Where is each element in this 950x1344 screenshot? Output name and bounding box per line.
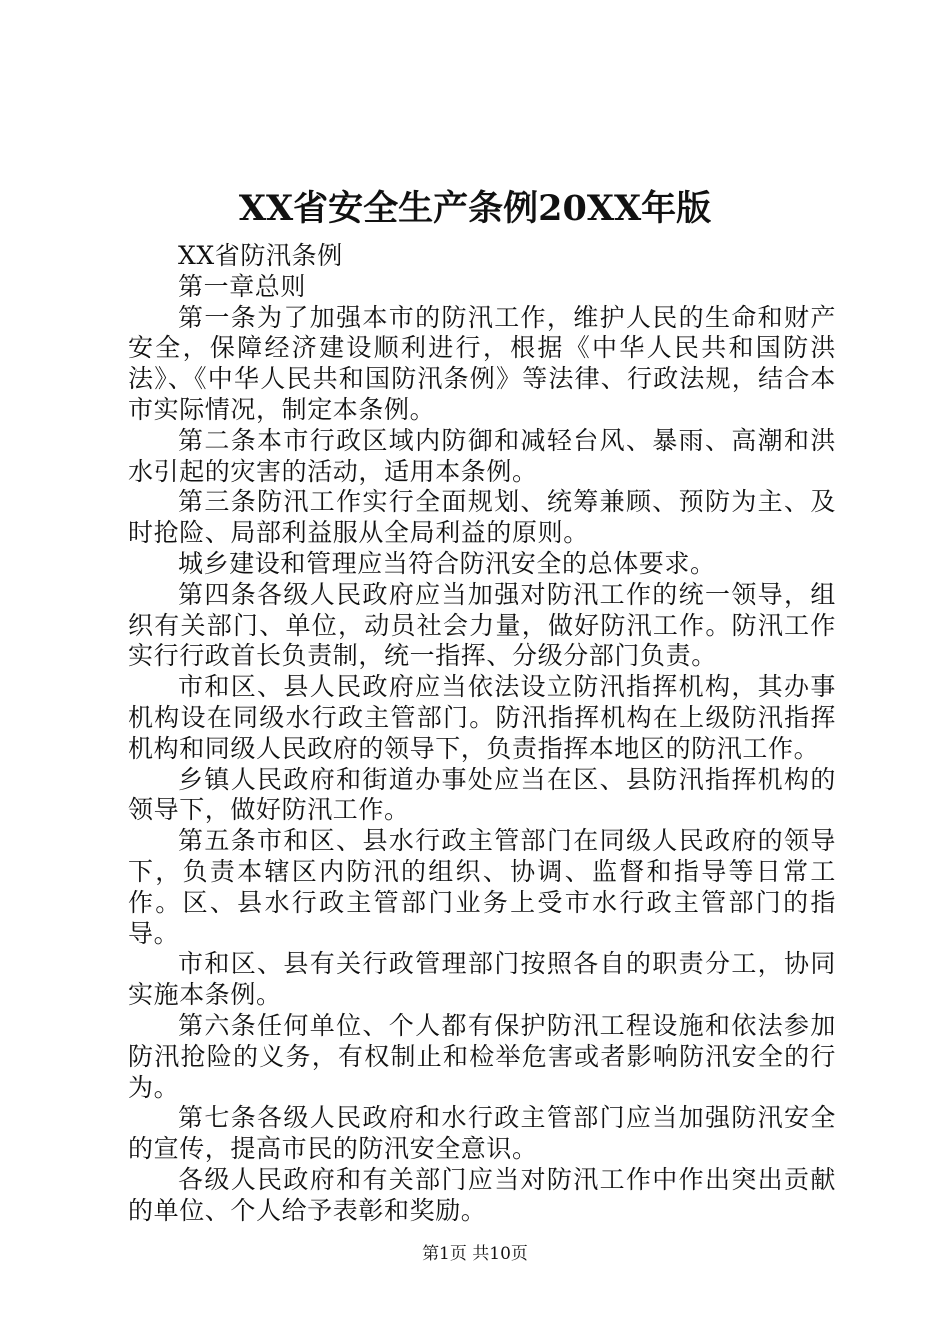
article-paragraph: 城乡建设和管理应当符合防汛安全的总体要求。 — [178, 548, 716, 578]
page-number-footer: 第1页 共10页 — [422, 1244, 528, 1264]
article-paragraph: 乡镇人民政府和街道办事处应当在区、县防汛指挥机构的领导下，做好防汛工作。 — [128, 764, 836, 825]
document-body — [128, 241, 836, 1227]
article-paragraph: 第三条防汛工作实行全面规划、统筹兼顾、预防为主、及时抢险、局部利益服从全局利益的原则。 — [128, 487, 836, 548]
article-paragraph: 各级人民政府和有关部门应当对防汛工作中作出突出贡献的单位、个人给予表彰和奖励。 — [128, 1164, 836, 1225]
article-paragraph: 第二条本市行政区域内防御和减轻台风、暴雨、高潮和洪水引起的灾害的活动，适用本条例。 — [128, 425, 836, 486]
subtitle-regulation-name: XX省防汛条例 — [178, 241, 343, 270]
article-paragraph: 第六条任何单位、个人都有保护防汛工程设施和依法参加防汛抢险的义务，有权制止和检举危害或者影响防汛安全的行为。 — [128, 1010, 836, 1102]
article-paragraph: 市和区、县有关行政管理部门按照各自的职责分工，协同实施本条例。 — [128, 949, 836, 1010]
article-paragraph: 市和区、县人民政府应当依法设立防汛指挥机构，其办事机构设在同级水行政主管部门。防汛指挥机构在上级防汛指挥机构和同级人民政府的领导下，负责指挥本地区的防汛工作。 — [128, 672, 836, 763]
document-title: XX省安全生产条例20XX年版 — [238, 188, 712, 229]
article-paragraph: 第五条市和区、县水行政主管部门在同级人民政府的领导下，负责本辖区内防汛的组织、协调、监督和指导等日常工作。区、县水行政主管部门业务上受市水行政主管部门的指导。 — [128, 826, 836, 948]
chapter-heading: 第一章总则 — [178, 271, 307, 301]
article-paragraph: 第四条各级人民政府应当加强对防汛工作的统一领导，组织有关部门、单位，动员社会力量，做好防汛工作。防汛工作实行行政首长负责制，统一指挥、分级分部门负责。 — [128, 579, 836, 671]
article-paragraph: 第七条各级人民政府和水行政主管部门应当加强防汛安全的宣传，提高市民的防汛安全意识。 — [128, 1103, 836, 1164]
article-paragraph: 第一条为了加强本市的防汛工作，维护人民的生命和财产安全，保障经济建设顺利进行，根据《中华人民共和国防洪法》、《中华人民共和国防汛条例》等法律、行政法规，结合本市实际情况，制定本条例。 — [128, 302, 836, 424]
